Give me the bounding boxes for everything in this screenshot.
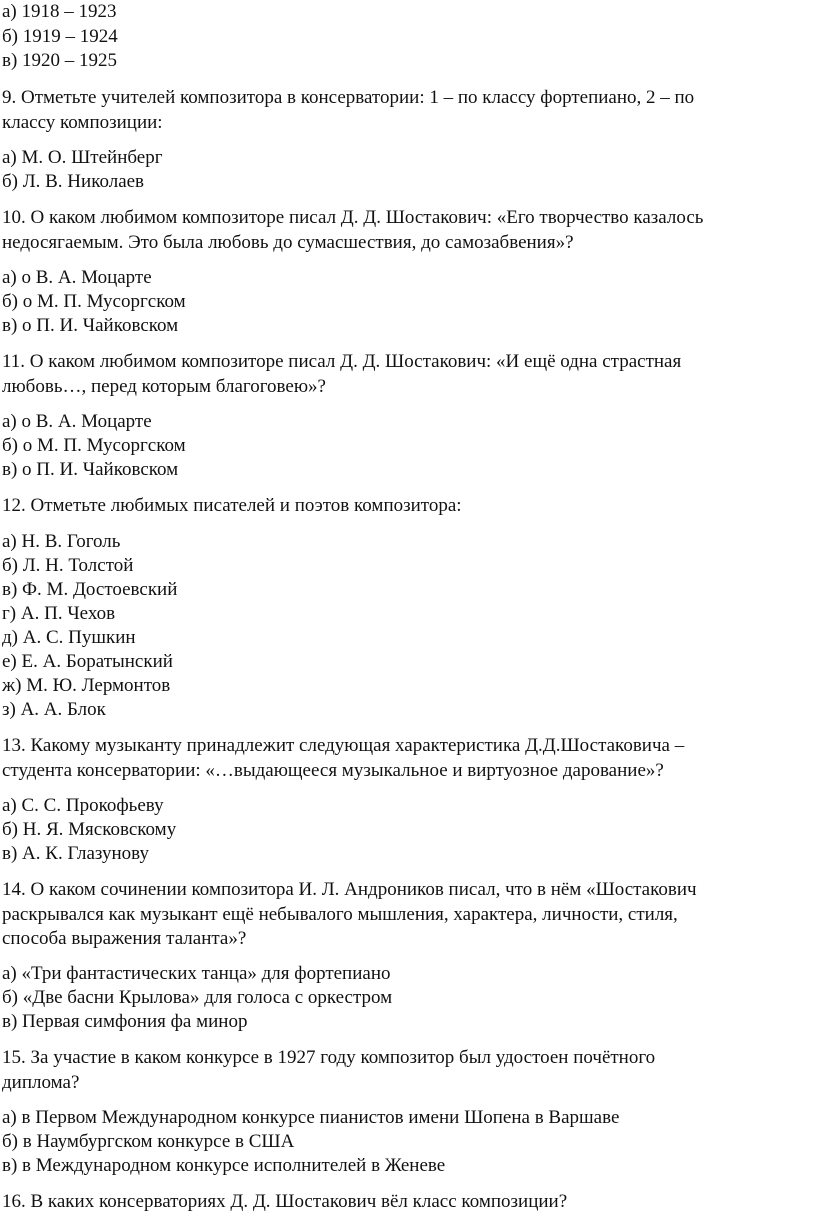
question-text: диплома?: [2, 1072, 80, 1093]
answer-option: а) С. С. Прокофьеву: [2, 795, 164, 816]
answer-option: б) Л. В. Николаев: [2, 171, 145, 192]
question-text: 10. О каком любимом композиторе писал Д. Д. Шостакович: «Его творчество казалось: [2, 207, 704, 228]
answer-option: в) Первая симфония фа минор: [2, 1011, 248, 1032]
answer-option: а) в Первом Международном конкурсе пианистов имени Шопена в Варшаве: [2, 1107, 620, 1128]
answer-option: б) о М. П. Мусоргском: [2, 435, 186, 456]
question-text: 13. Какому музыканту принадлежит следующая характеристика Д.Д.Шостаковича –: [2, 735, 685, 756]
question-text: любовь…, перед которым благоговею»?: [2, 376, 326, 397]
answer-option: в) в Международном конкурсе исполнителей в Женеве: [2, 1155, 446, 1176]
answer-option: в) А. К. Глазунову: [2, 843, 150, 864]
question-text: 15. За участие в каком конкурсе в 1927 году композитор был удостоен почётного: [2, 1047, 656, 1068]
question-text: 12. Отметьте любимых писателей и поэтов композитора:: [2, 495, 462, 516]
answer-option: д) А. С. Пушкин: [2, 627, 136, 648]
answer-option: з) А. А. Блок: [2, 699, 106, 720]
answer-option: б) Н. Я. Мясковскому: [2, 819, 177, 840]
question-text: 14. О каком сочинении композитора И. Л. Андроников писал, что в нём «Шостакович: [2, 879, 697, 900]
question-text: 11. О каком любимом композиторе писал Д. Д. Шостакович: «И ещё одна страстная: [2, 351, 682, 372]
answer-option: в) о П. И. Чайковском: [2, 459, 179, 480]
answer-option: б) о М. П. Мусоргском: [2, 291, 186, 312]
answer-option: б) 1919 – 1924: [2, 26, 118, 47]
answer-option: б) Л. Н. Толстой: [2, 555, 134, 576]
question-text: раскрывался как музыкант ещё небывалого мышления, характера, личности, стиля,: [2, 904, 678, 925]
question-text: 9. Отметьте учителей композитора в консерватории: 1 – по классу фортепиано, 2 – по: [2, 87, 695, 108]
question-text: недосягаемым. Это была любовь до сумасшествия, до самозабвения»?: [2, 232, 574, 253]
answer-option: б) в Наумбургском конкурсе в США: [2, 1131, 295, 1152]
answer-option: ж) М. Ю. Лермонтов: [2, 675, 171, 696]
question-text: 16. В каких консерваториях Д. Д. Шостакович вёл класс композиции?: [2, 1191, 568, 1212]
answer-option: б) «Две басни Крылова» для голоса с оркестром: [2, 987, 393, 1008]
answer-option: г) А. П. Чехов: [2, 603, 116, 624]
answer-option: а) «Три фантастических танца» для фортепиано: [2, 963, 391, 984]
question-text: классу композиции:: [2, 112, 163, 133]
answer-option: в) о П. И. Чайковском: [2, 315, 179, 336]
answer-option: а) о В. А. Моцарте: [2, 267, 152, 288]
answer-option: а) Н. В. Гоголь: [2, 531, 121, 552]
question-text: способа выражения таланта»?: [2, 928, 247, 949]
answer-option: в) Ф. М. Достоевский: [2, 579, 178, 600]
answer-option: е) Е. А. Боратынский: [2, 651, 173, 672]
answer-option: в) 1920 – 1925: [2, 50, 118, 71]
answer-option: а) М. О. Штейнберг: [2, 147, 163, 168]
answer-option: а) 1918 – 1923: [2, 1, 117, 22]
answer-option: а) о В. А. Моцарте: [2, 411, 152, 432]
question-text: студента консерватории: «…выдающееся музыкальное и виртуозное дарование»?: [2, 760, 664, 781]
